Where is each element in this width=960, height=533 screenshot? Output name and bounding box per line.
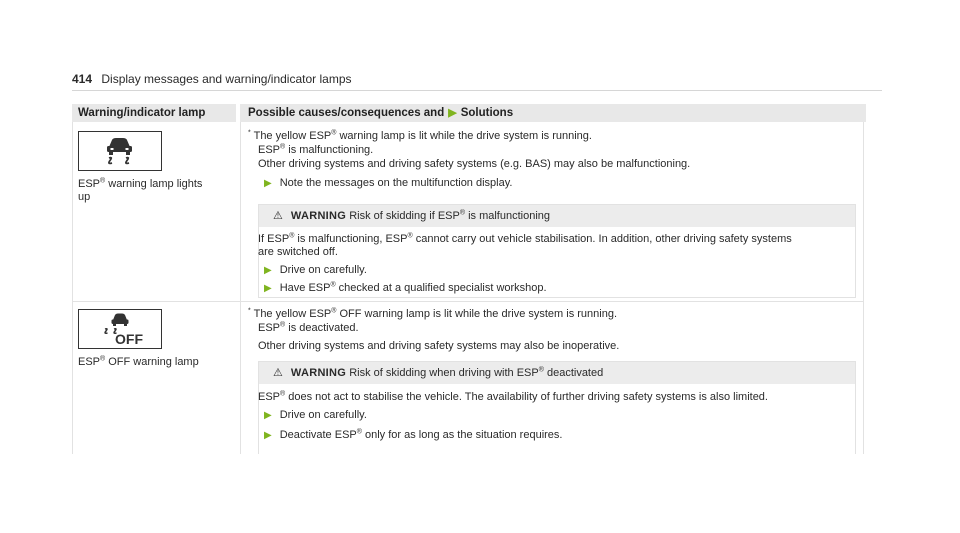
cause-line: Other driving systems and driving safety systems may also be inoperative.: [258, 340, 620, 352]
warning-step: ▶ Have ESP® checked at a qualified specialist workshop.: [264, 281, 547, 294]
warning-text: are switched off.: [258, 246, 338, 258]
column-divider: [240, 122, 241, 454]
arrow-right-icon: ▶: [448, 107, 457, 119]
cause-line: * The yellow ESP® warning lamp is lit while the drive system is running.: [248, 129, 592, 142]
esp-off-icon: [79, 310, 160, 347]
cause-line: ESP® is deactivated.: [258, 321, 359, 334]
arrow-right-icon: ▶: [264, 430, 272, 441]
column-header-solutions: Possible causes/consequences and ▶ Solutions: [240, 104, 866, 122]
lamp-table: [72, 104, 864, 454]
column-header-lamp: Warning/indicator lamp: [72, 104, 236, 122]
table-left-edge: [72, 122, 73, 454]
lamp-caption: ESP® warning lamp lights up: [78, 177, 203, 203]
arrow-right-icon: ▶: [264, 410, 272, 421]
cause-line: ESP® is malfunctioning.: [258, 143, 374, 156]
table-right-edge: [863, 122, 864, 454]
warning-step: ▶ Drive on carefully.: [264, 409, 367, 421]
warning-triangle-icon: ⚠: [273, 210, 283, 222]
svg-text:OFF: OFF: [115, 331, 143, 347]
esp-skid-car-icon: [79, 132, 160, 169]
esp-off-lamp-symbol: [78, 309, 162, 349]
esp-warning-lamp-symbol: [78, 131, 162, 171]
header-rule: [72, 90, 882, 91]
arrow-right-icon: ▶: [264, 178, 272, 189]
warning-text: ESP® does not act to stabilise the vehicle. The availability of further driving safety systems is also limited.: [258, 390, 768, 403]
row-divider: [72, 301, 864, 302]
warning-heading: ⚠ WARNING Risk of skidding if ESP® is malfunctioning: [259, 205, 855, 227]
warning-step: ▶ Drive on carefully.: [264, 264, 367, 276]
warning-heading: ⚠ WARNING Risk of skidding when driving with ESP® deactivated: [259, 362, 855, 384]
cause-line: * The yellow ESP® OFF warning lamp is lit while the drive system is running.: [248, 307, 618, 320]
warning-text: If ESP® is malfunctioning, ESP® cannot carry out vehicle stabilisation. In addition, other driving safety systems: [258, 232, 792, 245]
warning-step: ▶ Deactivate ESP® only for as long as the situation requires.: [264, 428, 563, 441]
warning-triangle-icon: ⚠: [273, 367, 283, 379]
solution-step: ▶ Note the messages on the multifunction display.: [264, 177, 513, 189]
page-number: 414: [72, 72, 93, 86]
lamp-caption: ESP® OFF warning lamp: [78, 355, 199, 368]
arrow-right-icon: ▶: [264, 265, 272, 276]
arrow-right-icon: ▶: [264, 283, 272, 294]
cause-line: Other driving systems and driving safety systems (e.g. BAS) may also be malfunctioning.: [258, 158, 691, 170]
page-header: [72, 72, 352, 86]
page-title: Display messages and warning/indicator lamps: [101, 72, 352, 86]
